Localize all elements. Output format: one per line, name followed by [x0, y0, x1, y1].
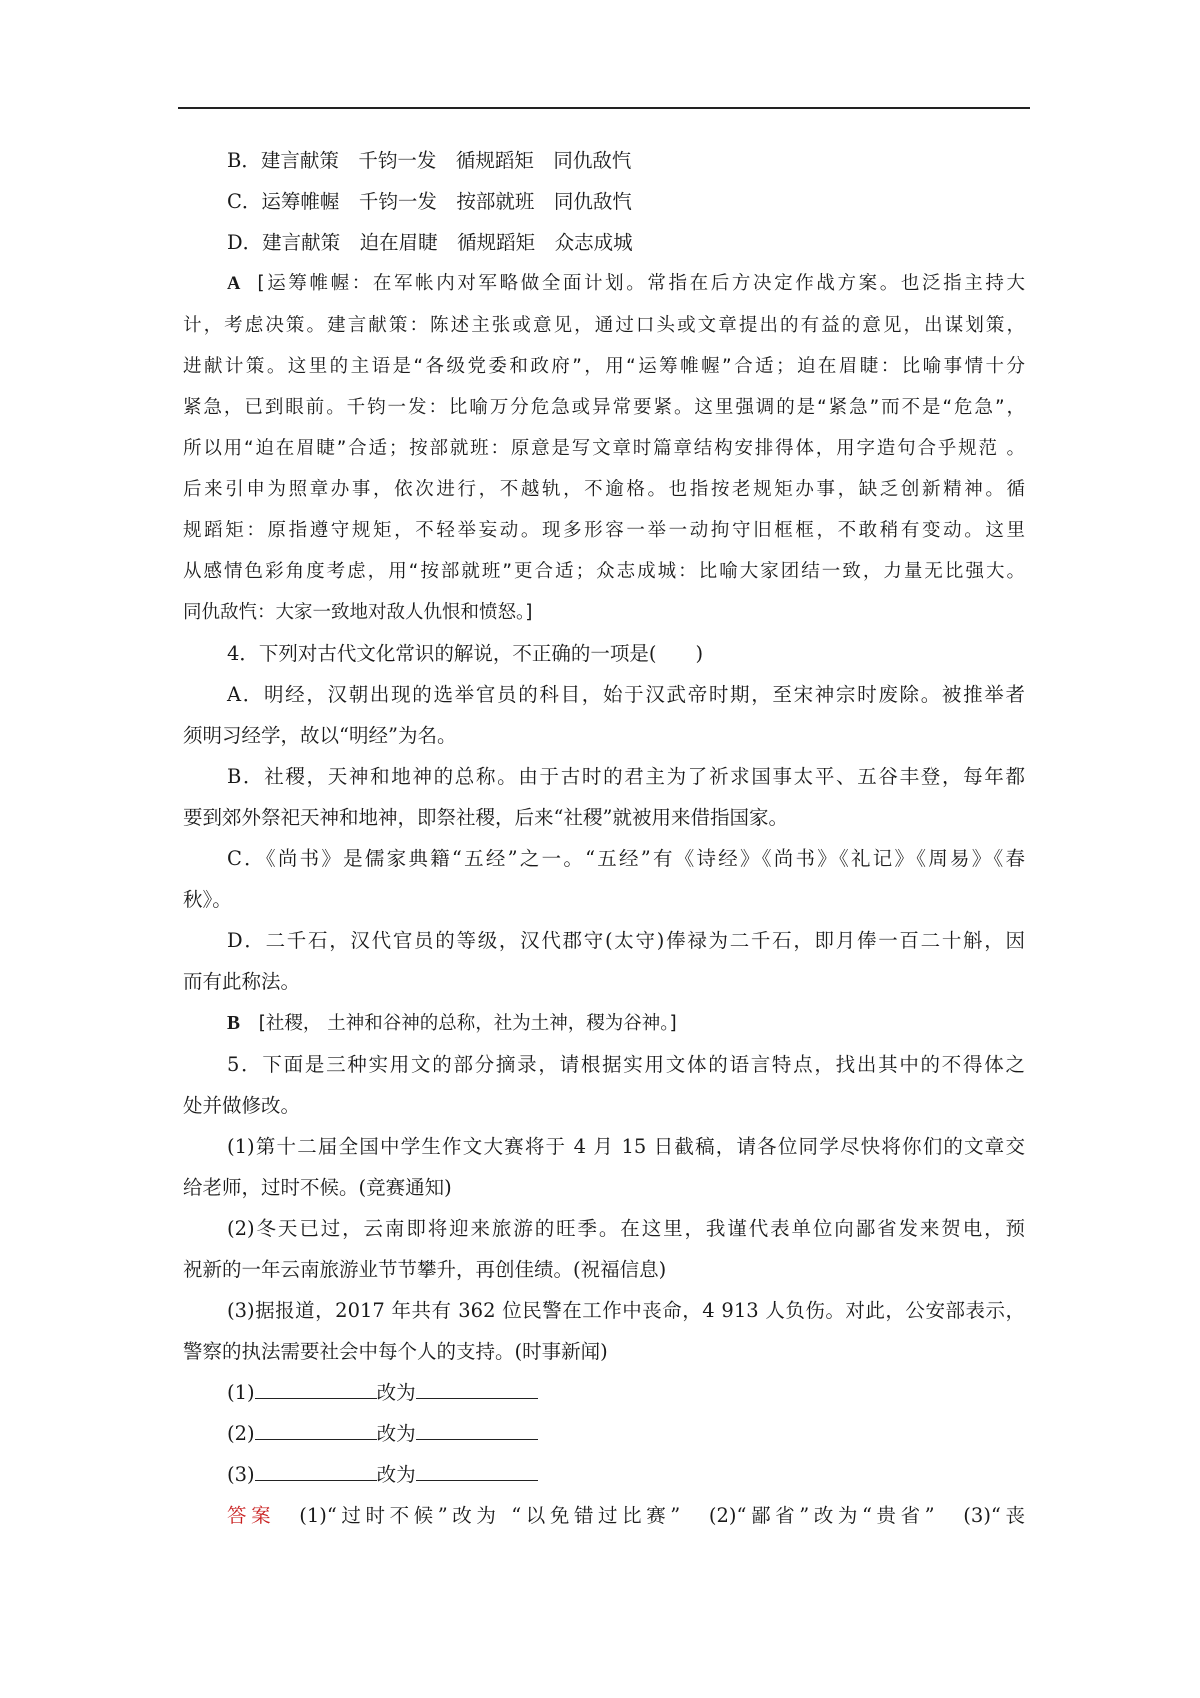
q5-answer-text: (1)“过时不候”改为 “以免错过比赛” (2)“鄙省”改为“贵省” (3)“丧 [275, 1504, 1025, 1527]
q4-option-a-line-2: 须明习经学，故以“明经”为名。 [183, 724, 457, 747]
q4-option-b-line-2: 要到郊外祭祀天神和地神，即祭社稷，后来“社稷”就被用来借指国家。 [183, 806, 788, 829]
q5-item-1-line-2: 给老师，过时不候。(竞赛通知) [183, 1176, 452, 1199]
q3-option-c: C．运筹帷幄 千钧一发 按部就班 同仇敌忾 [227, 190, 632, 213]
q4-option-c-line-2: 秋》。 [183, 888, 232, 911]
q3-explanation-line-7: 规蹈矩：原指遵守规矩，不轻举妄动。现多形容一举一动拘守旧框框，不敢稍有变动。这里 [183, 520, 1025, 541]
q5-blank-row-2: (2) 改为 [183, 1413, 1025, 1454]
q4-option-d-line-1: D．二千石，汉代官员的等级，汉代郡守(太守)俸禄为二千石，即月俸一百二十斛，因 [227, 929, 1025, 952]
q3-option-b: B．建言献策 千钧一发 循规蹈矩 同仇敌忾 [227, 149, 632, 172]
q3-explanation-line-5: 所以用“迫在眉睫”合适；按部就班：原意是写文章时篇章结构安排得体，用字造句合乎规范 。 [183, 438, 1025, 459]
q4-answer-text: [社稷， 土神和谷神的总称，社为土神，稷为谷神。] [258, 1013, 677, 1034]
q5-blank-row-1: (1) 改为 [183, 1372, 1025, 1413]
q3-explanation-line-6: 后来引申为照章办事，依次进行，不越轨，不逾格。也指按老规矩办事，缺乏创新精神。循 [183, 479, 1025, 500]
q5-stem-line-1: 5．下面是三种实用文的部分摘录，请根据实用文体的语言特点，找出其中的不得体之 [227, 1053, 1025, 1076]
answer-blank[interactable] [255, 1458, 377, 1481]
q5-item-3-line-1: (3)据报道，2017 年共有 362 位民警在工作中丧命，4 913 人负伤。对此，公安部表示， [227, 1299, 1025, 1322]
q5-answer [183, 1495, 1025, 1536]
answer-blank[interactable] [416, 1417, 538, 1440]
q3-explanation-line-3: 进献计策。这里的主语是“各级党委和政府”，用“运筹帷幄”合适；迫在眉睫：比喻事情十分 [183, 356, 1025, 377]
q3-answer-label: A [227, 274, 241, 294]
q3-explanation-line-4: 紧急，已到眼前。千钧一发：比喻万分危急或异常要紧。这里强调的是“紧急”而不是“危急”， [183, 397, 1025, 418]
q5-answer-label: 答案 [227, 1504, 276, 1527]
q5-item-1-line-1: (1)第十二届全国中学生作文大赛将于 4 月 15 日截稿，请各位同学尽快将你们的文章交 [227, 1135, 1025, 1158]
q5-stem-line-2: 处并做修改。 [183, 1094, 301, 1117]
q5-item-2-line-2: 祝新的一年云南旅游业节节攀升，再创佳绩。(祝福信息) [183, 1258, 667, 1281]
q4-option-b-line-1: B．社稷，天神和地神的总称。由于古时的君主为了祈求国事太平、五谷丰登，每年都 [227, 765, 1025, 788]
q4-stem: 4．下列对古代文化常识的解说，不正确的一项是( ) [227, 642, 704, 665]
q3-explanation-line-8: 从感情色彩角度考虑，用“按部就班”更合适；众志成城：比喻大家团结一致，力量无比强大。 [183, 561, 1025, 582]
q3-explanation-line-2: 计，考虑决策。建言献策：陈述主张或意见，通过口头或文章提出的有益的意见，出谋划策， [183, 315, 1025, 336]
q3-option-d: D．建言献策 迫在眉睫 循规蹈矩 众志成城 [227, 231, 633, 254]
q4-answer [183, 1002, 1025, 1044]
q4-answer-label: B [227, 1013, 241, 1034]
answer-blank[interactable] [416, 1458, 538, 1481]
q4-option-c-line-1: C．《尚书》是儒家典籍“五经”之一。“五经”有《诗经》《尚书》《礼记》《周易》《春 [227, 847, 1025, 870]
q5-item-3-line-2: 警察的执法需要社会中每个人的支持。(时事新闻) [183, 1340, 608, 1363]
document-body [183, 140, 1025, 1536]
header-rule [178, 107, 1030, 109]
q4-option-a-line-1: A．明经，汉朝出现的选举官员的科目，始于汉武帝时期，至宋神宗时废除。被推举者 [227, 683, 1025, 706]
q3-explanation-line-1: A [运筹帷幄：在军帐内对军略做全面计划。常指在后方决定作战方案。也泛指主持大 [227, 273, 1025, 294]
q3-explanation-line-9: 同仇敌忾：大家一致地对敌人仇恨和愤怒。] [183, 602, 533, 623]
q5-item-2-line-1: (2)冬天已过，云南即将迎来旅游的旺季。在这里，我谨代表单位向鄙省发来贺电，预 [227, 1217, 1025, 1240]
answer-blank[interactable] [416, 1376, 538, 1399]
answer-blank[interactable] [255, 1417, 377, 1440]
answer-blank[interactable] [255, 1376, 377, 1399]
q5-blank-row-3: (3) 改为 [183, 1454, 1025, 1495]
q4-option-d-line-2: 而有此称法。 [183, 970, 301, 993]
